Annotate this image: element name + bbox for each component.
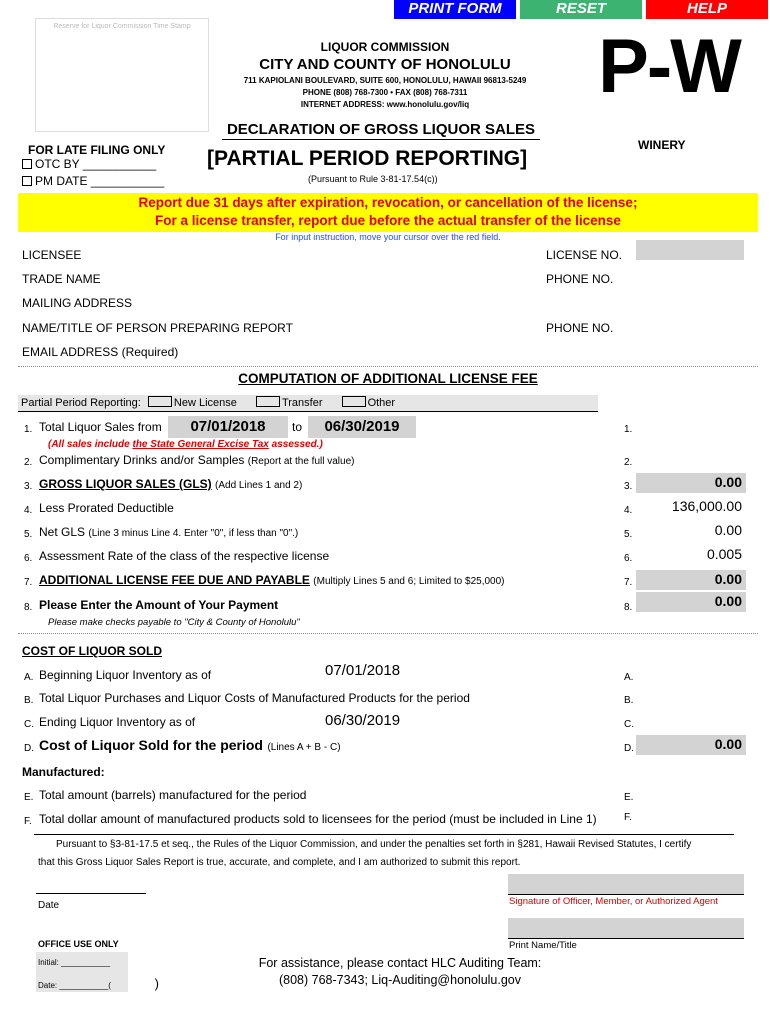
city-name: CITY AND COUNTY OF HONOLULU	[259, 56, 511, 73]
line-6-value: 0.005	[706, 546, 742, 562]
to-date-field[interactable]: 06/30/2019	[308, 416, 416, 438]
reset-button[interactable]: RESET	[520, 0, 642, 19]
certify-line-1: Pursuant to §3-81-17.5 et seq., the Rules of the Liquor Commission, and under the penalties set forth in §281, Hawaii Revised Statutes, I certify	[56, 839, 692, 850]
line-2-text: Complimentary Drinks and/or Samples	[39, 453, 245, 467]
line-8-label: Please Enter the Amount of Your Payment	[39, 598, 279, 612]
line-8-ref: 8.	[624, 602, 633, 613]
line-4-num: 4.	[24, 505, 33, 516]
line-2-small: (Report at the full value)	[247, 456, 355, 467]
line-3-ref: 3.	[624, 481, 633, 492]
line-1-ref: 1.	[624, 424, 633, 435]
certify-block	[34, 834, 734, 872]
help-button[interactable]: HELP	[646, 0, 768, 19]
checks-payable-note: Please make checks payable to "City & County of Honolulu"	[48, 617, 300, 628]
line-5-num: 5.	[24, 529, 33, 540]
license-no-field[interactable]	[636, 240, 744, 260]
winery-label: WINERY	[638, 138, 686, 152]
late-filing-heading: FOR LATE FILING ONLY	[28, 143, 166, 157]
line-8-value: 0.00	[714, 593, 742, 609]
phone-no-label: PHONE NO.	[546, 272, 614, 286]
preparer-phone-label: PHONE NO.	[546, 321, 614, 335]
line-d-small: (Lines A + B - C)	[267, 742, 341, 753]
line-2-ref: 2.	[624, 457, 633, 468]
line-4-ref: 4.	[624, 505, 633, 516]
email-label: EMAIL ADDRESS (Required)	[22, 345, 179, 359]
line-a-num: A.	[24, 672, 34, 683]
line-c-label: Ending Liquor Inventory as of	[39, 715, 196, 729]
line-a-label: Beginning Liquor Inventory as of	[39, 668, 212, 682]
line-e-num: E.	[24, 792, 34, 803]
office-date	[38, 976, 159, 991]
new-license-label: New License	[173, 397, 237, 409]
time-stamp-area	[35, 18, 209, 132]
line-5-ref: 5.	[624, 529, 633, 540]
cost-title: COST OF LIQUOR SOLD	[22, 644, 162, 658]
dotted-divider	[18, 366, 758, 367]
get-note	[48, 439, 323, 450]
partial-period-label: Partial Period Reporting:	[21, 397, 141, 409]
licensee-label: LICENSEE	[22, 248, 82, 262]
line-f-num: F.	[24, 816, 32, 827]
line-1-num: 1.	[24, 424, 33, 435]
banner-line-2: For a license transfer, report due before the actual transfer of the license	[155, 213, 621, 228]
agency-address: 711 KAPIOLANI BOULEVARD, SUITE 600, HONOLULU, HAWAII 96813-5249	[243, 76, 527, 85]
line-d-num: D.	[24, 743, 34, 754]
line-8-num: 8.	[24, 602, 33, 613]
line-1-label: Total Liquor Sales from	[39, 420, 162, 434]
line-d-text: Cost of Liquor Sold for the period	[39, 737, 263, 753]
manufactured-heading: Manufactured:	[22, 765, 105, 779]
line-5-label	[39, 525, 298, 539]
beginning-inventory-date[interactable]: 07/01/2018	[325, 662, 401, 679]
line-4-value: 136,000.00	[671, 498, 742, 514]
banner-line-1: Report due 31 days after expiration, revocation, or cancellation of the license;	[138, 195, 638, 210]
pm-checkbox[interactable]	[22, 176, 32, 186]
otc-checkbox[interactable]	[22, 159, 32, 169]
line-f-ref: F.	[624, 812, 632, 823]
transfer-checkbox[interactable]	[256, 396, 280, 407]
line-7-label	[39, 573, 505, 587]
transfer-label: Transfer	[281, 397, 323, 409]
line-7-small: (Multiply Lines 5 and 6; Limited to $25,000)	[313, 576, 505, 587]
from-date-field[interactable]: 07/01/2018	[168, 416, 288, 438]
line-d-value: 0.00	[714, 736, 742, 752]
line-3-text: GROSS LIQUOR SALES (GLS)	[39, 477, 212, 491]
pursuant-rule: (Pursuant to Rule 3-81-17.54(c))	[308, 174, 438, 184]
line-b-label: Total Liquor Purchases and Liquor Costs of Manufactured Products for the period	[39, 691, 470, 705]
line-e-ref: E.	[624, 792, 634, 803]
line-b-num: B.	[24, 695, 34, 706]
agency-phone: PHONE (808) 768-7300 • FAX (808) 768-7311	[302, 88, 468, 97]
line-3-small: (Add Lines 1 and 2)	[215, 480, 303, 491]
agency-name: LIQUOR COMMISSION	[320, 40, 450, 54]
signature-field[interactable]	[508, 874, 744, 895]
license-no-label: LICENSE NO.	[546, 248, 623, 262]
line-5-text: Net GLS	[39, 525, 86, 539]
pm-date-field[interactable]	[22, 174, 164, 188]
line-7-num: 7.	[24, 577, 33, 588]
partial-period-options	[18, 395, 598, 412]
line-4-label: Less Prorated Deductible	[39, 501, 174, 515]
line-3-num: 3.	[24, 481, 33, 492]
computation-title: COMPUTATION OF ADDITIONAL LICENSE FEE	[238, 371, 538, 386]
line-5-small: (Line 3 minus Line 4. Enter "0", if less than "0".)	[88, 528, 299, 539]
get-note-b: the State General Excise Tax	[132, 439, 269, 450]
preparer-label: NAME/TITLE OF PERSON PREPARING REPORT	[22, 321, 293, 335]
line-3-value: 0.00	[714, 474, 742, 490]
to-label: to	[292, 420, 303, 434]
print-form-button[interactable]: PRINT FORM	[394, 0, 516, 19]
print-name-field[interactable]	[508, 918, 744, 939]
line-7-value: 0.00	[714, 571, 742, 587]
line-3-label	[39, 477, 302, 491]
certify-line-2: that this Gross Liquor Sales Report is true, accurate, and complete, and I am authorized to submit this report.	[38, 857, 521, 868]
print-name-label: Print Name/Title	[509, 940, 577, 951]
time-stamp-label: Reserve for Liquor Commission Time Stamp	[53, 23, 191, 30]
date-line[interactable]	[36, 893, 146, 894]
computation-bottom-line	[18, 633, 758, 634]
line-5-value: 0.00	[714, 522, 742, 538]
assistance-line-1: For assistance, please contact HLC Auditing Team:	[258, 956, 542, 970]
get-note-a: (All sales include	[48, 439, 133, 450]
line-c-ref: C.	[624, 719, 634, 730]
pm-label: PM DATE ___________	[35, 174, 165, 188]
line-b-ref: B.	[624, 695, 634, 706]
line-6-num: 6.	[24, 553, 33, 564]
line-2-num: 2.	[24, 457, 33, 468]
line-6-ref: 6.	[624, 553, 633, 564]
ending-inventory-date[interactable]: 06/30/2019	[325, 712, 401, 729]
office-date-label: Date: ___________(	[38, 981, 111, 990]
mailing-address-label: MAILING ADDRESS	[22, 296, 133, 310]
signature-label: Signature of Officer, Member, or Authorized Agent	[509, 896, 718, 907]
otc-label: OTC BY ___________	[35, 157, 157, 171]
line-d-ref: D.	[624, 743, 634, 754]
date-label: Date	[38, 900, 60, 911]
trade-name-label: TRADE NAME	[22, 272, 101, 286]
form-title: DECLARATION OF GROSS LIQUOR SALES	[222, 121, 540, 140]
line-d-label	[39, 737, 341, 755]
otc-by-field[interactable]	[22, 157, 156, 171]
get-note-c: assessed.)	[268, 439, 323, 450]
input-instruction: For input instruction, move your cursor over the red field.	[275, 232, 501, 242]
partial-period-title: [PARTIAL PERIOD REPORTING]	[207, 147, 528, 170]
agency-internet: INTERNET ADDRESS: www.honolulu.gov/liq	[300, 100, 470, 109]
office-use-heading: OFFICE USE ONLY	[38, 939, 119, 949]
line-6-label: Assessment Rate of the class of the respective license	[39, 549, 330, 563]
other-label: Other	[367, 397, 396, 409]
line-e-label: Total amount (barrels) manufactured for the period	[39, 788, 307, 802]
new-license-checkbox[interactable]	[148, 396, 172, 407]
line-2-label	[39, 453, 354, 467]
other-checkbox[interactable]	[342, 396, 366, 407]
office-date-paren: )	[154, 976, 159, 991]
line-f-label: Total dollar amount of manufactured products sold to licensees for the period (must be included in Line 1)	[39, 812, 597, 826]
line-a-ref: A.	[624, 672, 634, 683]
form-code: P-W	[598, 24, 740, 109]
office-initial: Initial: ___________	[38, 958, 111, 967]
due-date-banner	[18, 193, 758, 232]
line-7-text: ADDITIONAL LICENSE FEE DUE AND PAYABLE	[39, 573, 310, 587]
assistance-line-2: (808) 768-7343; Liq-Auditing@honolulu.gov	[278, 973, 522, 987]
line-c-num: C.	[24, 719, 34, 730]
line-7-ref: 7.	[624, 577, 633, 588]
